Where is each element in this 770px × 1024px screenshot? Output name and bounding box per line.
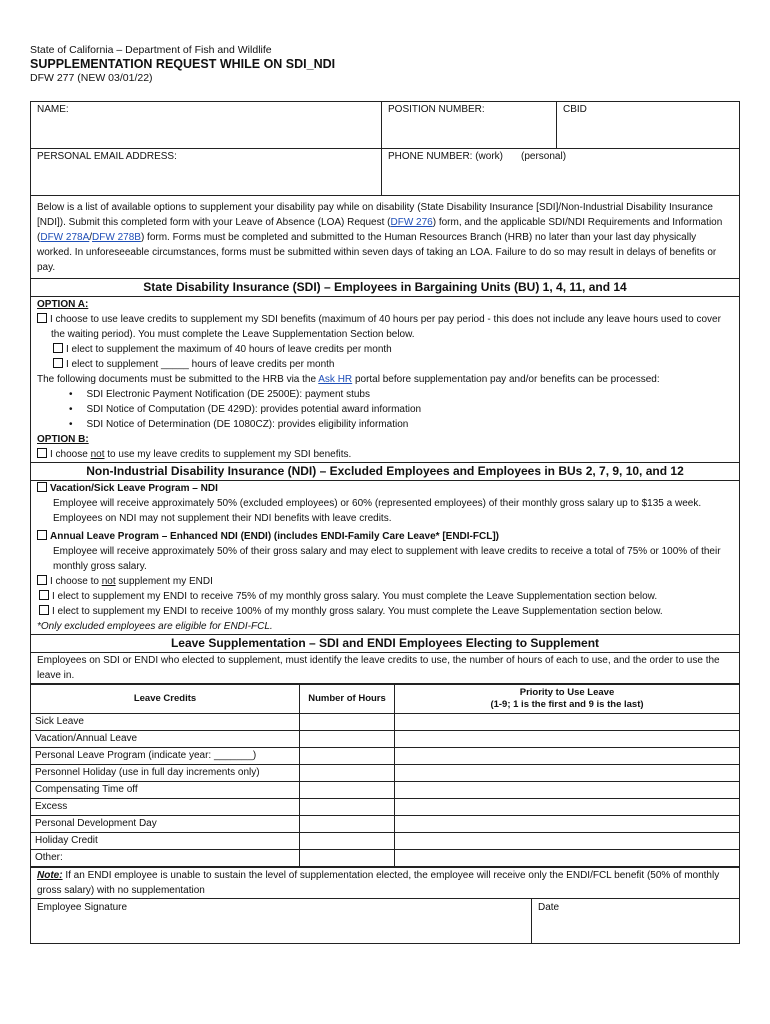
table-row [31, 748, 739, 765]
leave-type: Excess [31, 799, 300, 816]
intro-slash: / [89, 232, 93, 243]
note-text: If an ENDI employee is unable to sustain the level of supplementation elected, the employee will receive only the ENDI/FCL benefit (50% of monthly gross salary) with no supplementation [37, 870, 720, 896]
hours-cell[interactable] [300, 714, 395, 731]
document-item: • SDI Electronic Payment Notification (DE 2500E): payment stubs [89, 387, 733, 402]
phone-personal-label: (personal) [521, 151, 567, 162]
option-a-max [37, 342, 733, 357]
ndi-section-title: Non-Industrial Disability Insurance (NDI) – Excluded Employees and Employees in BUs 2, 7, 9, 10, and 12 [31, 462, 739, 481]
option-a-choice [37, 312, 733, 342]
option-b-choice [37, 447, 733, 462]
supplement-100-option [37, 604, 733, 619]
leave-type: Personal Leave Program (indicate year: _______) [31, 748, 300, 765]
supplementation-section-title: Leave Supplementation – SDI and ENDI Employees Electing to Supplement [31, 634, 739, 653]
table-row [31, 765, 739, 782]
option-b-not: not [90, 449, 105, 460]
no-supplement-option [37, 574, 733, 589]
table-row [31, 714, 739, 731]
name-field[interactable] [31, 102, 382, 149]
employee-info-table [30, 101, 740, 196]
col-priority-subtitle: (1-9; 1 is the first and 9 is the last) [490, 699, 644, 710]
supplement-75-checkbox[interactable] [39, 590, 49, 600]
dfw278a-link[interactable]: DFW 278A [40, 232, 90, 243]
leave-type: Compensating Time off [31, 782, 300, 799]
table-row [31, 833, 739, 850]
phone-work-label: PHONE NUMBER: (work) [388, 151, 504, 162]
leave-type: Sick Leave [31, 714, 300, 731]
note-label: Note: [37, 870, 63, 881]
priority-cell[interactable] [395, 850, 740, 867]
hours-cell[interactable] [300, 816, 395, 833]
document-item: • SDI Notice of Determination (DE 1080CZ): provides eligibility information [89, 417, 733, 432]
max-40-text: I elect to supplement the maximum of 40 hours of leave credits per month [66, 344, 392, 355]
priority-cell[interactable] [395, 833, 740, 850]
leave-type: Vacation/Annual Leave [31, 731, 300, 748]
date-field[interactable] [532, 899, 565, 943]
priority-cell[interactable] [395, 799, 740, 816]
sdi-section [31, 297, 739, 462]
option-b-text-2: to use my leave credits to supplement my SDI benefits. [104, 449, 352, 460]
vsl-option [37, 481, 733, 496]
endi-fcl-footnote: *Only excluded employees are eligible for ENDI-FCL. [37, 621, 273, 632]
form-header [30, 44, 740, 84]
hours-cell[interactable] [300, 850, 395, 867]
priority-cell[interactable] [395, 816, 740, 833]
col-priority-title: Priority to Use Leave [519, 687, 615, 698]
position-number-field[interactable] [382, 102, 557, 149]
signature-label: Employee Signature [37, 902, 128, 913]
hours-cell[interactable] [300, 782, 395, 799]
option-b-text-1: I choose [50, 449, 91, 460]
supplement-100-checkbox[interactable] [39, 605, 49, 615]
dfw276-link[interactable]: DFW 276 [390, 217, 433, 228]
vsl-title: Vacation/Sick Leave Program – NDI [50, 483, 218, 494]
alp-checkbox[interactable] [37, 530, 47, 540]
supplement-100-text: I elect to supplement my ENDI to receive 100% of my monthly gross salary. You must complete the Leave Supplementation section below. [52, 606, 663, 617]
priority-cell[interactable] [395, 782, 740, 799]
custom-hours-checkbox[interactable] [53, 358, 63, 368]
phone-field[interactable] [382, 149, 740, 196]
agency-name: State of California – Department of Fish and Wildlife [30, 44, 272, 56]
form-body [30, 195, 740, 944]
option-a-text: I choose to use leave credits to supplement my SDI benefits (maximum of 40 hours per pay period - this does not include any leave hours used to cover the waiting period). You must complete the Leave Supplementation Section below. [50, 314, 721, 340]
email-field[interactable] [31, 149, 382, 196]
dfw278b-link[interactable]: DFW 278B [92, 232, 141, 243]
option-b-checkbox[interactable] [37, 448, 47, 458]
leave-type: Personal Development Day [31, 816, 300, 833]
table-row [31, 850, 739, 867]
documents-list [37, 387, 733, 432]
hours-cell[interactable] [300, 833, 395, 850]
option-a-checkbox[interactable] [37, 313, 47, 323]
sdi-section-title: State Disability Insurance (SDI) – Employees in Bargaining Units (BU) 1, 4, 11, and 14 [31, 278, 739, 297]
leave-credits-table [31, 684, 739, 867]
option-b-label: OPTION B: [37, 434, 89, 445]
supplementation-intro: Employees on SDI or ENDI who elected to supplement, must identify the leave credits to use, the number of hours of each to use, and the order to use the leave in. [31, 653, 739, 684]
option-a-label: OPTION A: [37, 299, 89, 310]
no-supp-text-2: supplement my ENDI [115, 576, 213, 587]
no-supp-text-1: I choose to [50, 576, 102, 587]
signature-field[interactable] [31, 899, 532, 943]
hours-cell[interactable] [300, 731, 395, 748]
option-a-custom [37, 357, 733, 372]
hours-cell[interactable] [300, 765, 395, 782]
intro-text-3: ) form. Forms must be completed and submitted to the Human Resources Branch (HRB) no later than your last day physically worked. In unforeseeable circumstances, forms must be submitted within seven days of taking an LOA. Failure to do so may result in delays of benefits or pay. [37, 232, 717, 273]
hours-cell[interactable] [300, 748, 395, 765]
priority-cell[interactable] [395, 714, 740, 731]
vsl-checkbox[interactable] [37, 482, 47, 492]
cbid-field[interactable] [557, 102, 740, 149]
docs-text-1: The following documents must be submitted to the HRB via the [37, 374, 319, 385]
col-priority [395, 685, 740, 714]
alp-option [37, 529, 733, 544]
leave-type: Other: [31, 850, 300, 867]
col-leave-credits: Leave Credits [31, 685, 300, 714]
priority-cell[interactable] [395, 731, 740, 748]
form-title: SUPPLEMENTATION REQUEST WHILE ON SDI_NDI [30, 57, 336, 71]
table-row [31, 731, 739, 748]
table-row [31, 782, 739, 799]
max-40-checkbox[interactable] [53, 343, 63, 353]
table-row [31, 799, 739, 816]
hours-cell[interactable] [300, 799, 395, 816]
cbid-label: CBID [563, 104, 587, 115]
table-row [31, 816, 739, 833]
signature-row [31, 898, 739, 943]
ask-hr-link[interactable]: Ask HR [318, 374, 353, 385]
supplement-75-text: I elect to supplement my ENDI to receive 75% of my monthly gross salary. You must complete the Leave Supplementation section below. [52, 591, 658, 602]
priority-cell[interactable] [395, 748, 740, 765]
intro-paragraph [31, 196, 739, 278]
leave-type: Holiday Credit [31, 833, 300, 850]
no-supplement-checkbox[interactable] [37, 575, 47, 585]
alp-text: Employee will receive approximately 50% of their gross salary and may elect to supplement with leave credits to receive a total of 75% or 100% of their monthly gross salary. [53, 546, 721, 572]
leave-type: Personnel Holiday (use in full day increments only) [31, 765, 300, 782]
custom-hours-text: I elect to supplement _____ hours of leave credits per month [66, 359, 335, 370]
alp-title: Annual Leave Program – Enhanced NDI (ENDI) (includes ENDI-Family Care Leave* [ENDI-FCL]) [50, 531, 499, 542]
intro-text-1: Below is a list of available options to supplement your disability pay while on disability (State Disability Insurance [SDI]/Non-Industrial Disability Insurance [NDI]). Submit this completed form with your Leave of Absence (LOA) Request ( [37, 202, 713, 228]
col-number-of-hours: Number of Hours [300, 685, 395, 714]
endi-note [31, 867, 739, 898]
email-label: PERSONAL EMAIL ADDRESS: [37, 151, 177, 162]
vsl-text: Employee will receive approximately 50% (excluded employees) or 60% (represented employees) of their monthly gross salary up to $135 a week. Employees on NDI may not supplement their NDI benefits with leave credits. [53, 498, 702, 524]
no-supp-not: not [101, 576, 116, 587]
supplement-75-option [37, 589, 733, 604]
name-label: NAME: [37, 104, 69, 115]
ndi-section [31, 481, 739, 634]
documents-note [37, 372, 733, 387]
intro-text-2: ) form, and the applicable SDI/NDI Requirements and Information ( [37, 217, 723, 243]
priority-cell[interactable] [395, 765, 740, 782]
docs-text-2: portal before supplementation pay and/or benefits can be processed: [352, 374, 660, 385]
form-number: DFW 277 (NEW 03/01/22) [30, 72, 153, 84]
document-item: • SDI Notice of Computation (DE 429D): provides potential award information [89, 402, 733, 417]
position-number-label: POSITION NUMBER: [388, 104, 485, 115]
date-label: Date [538, 902, 560, 913]
